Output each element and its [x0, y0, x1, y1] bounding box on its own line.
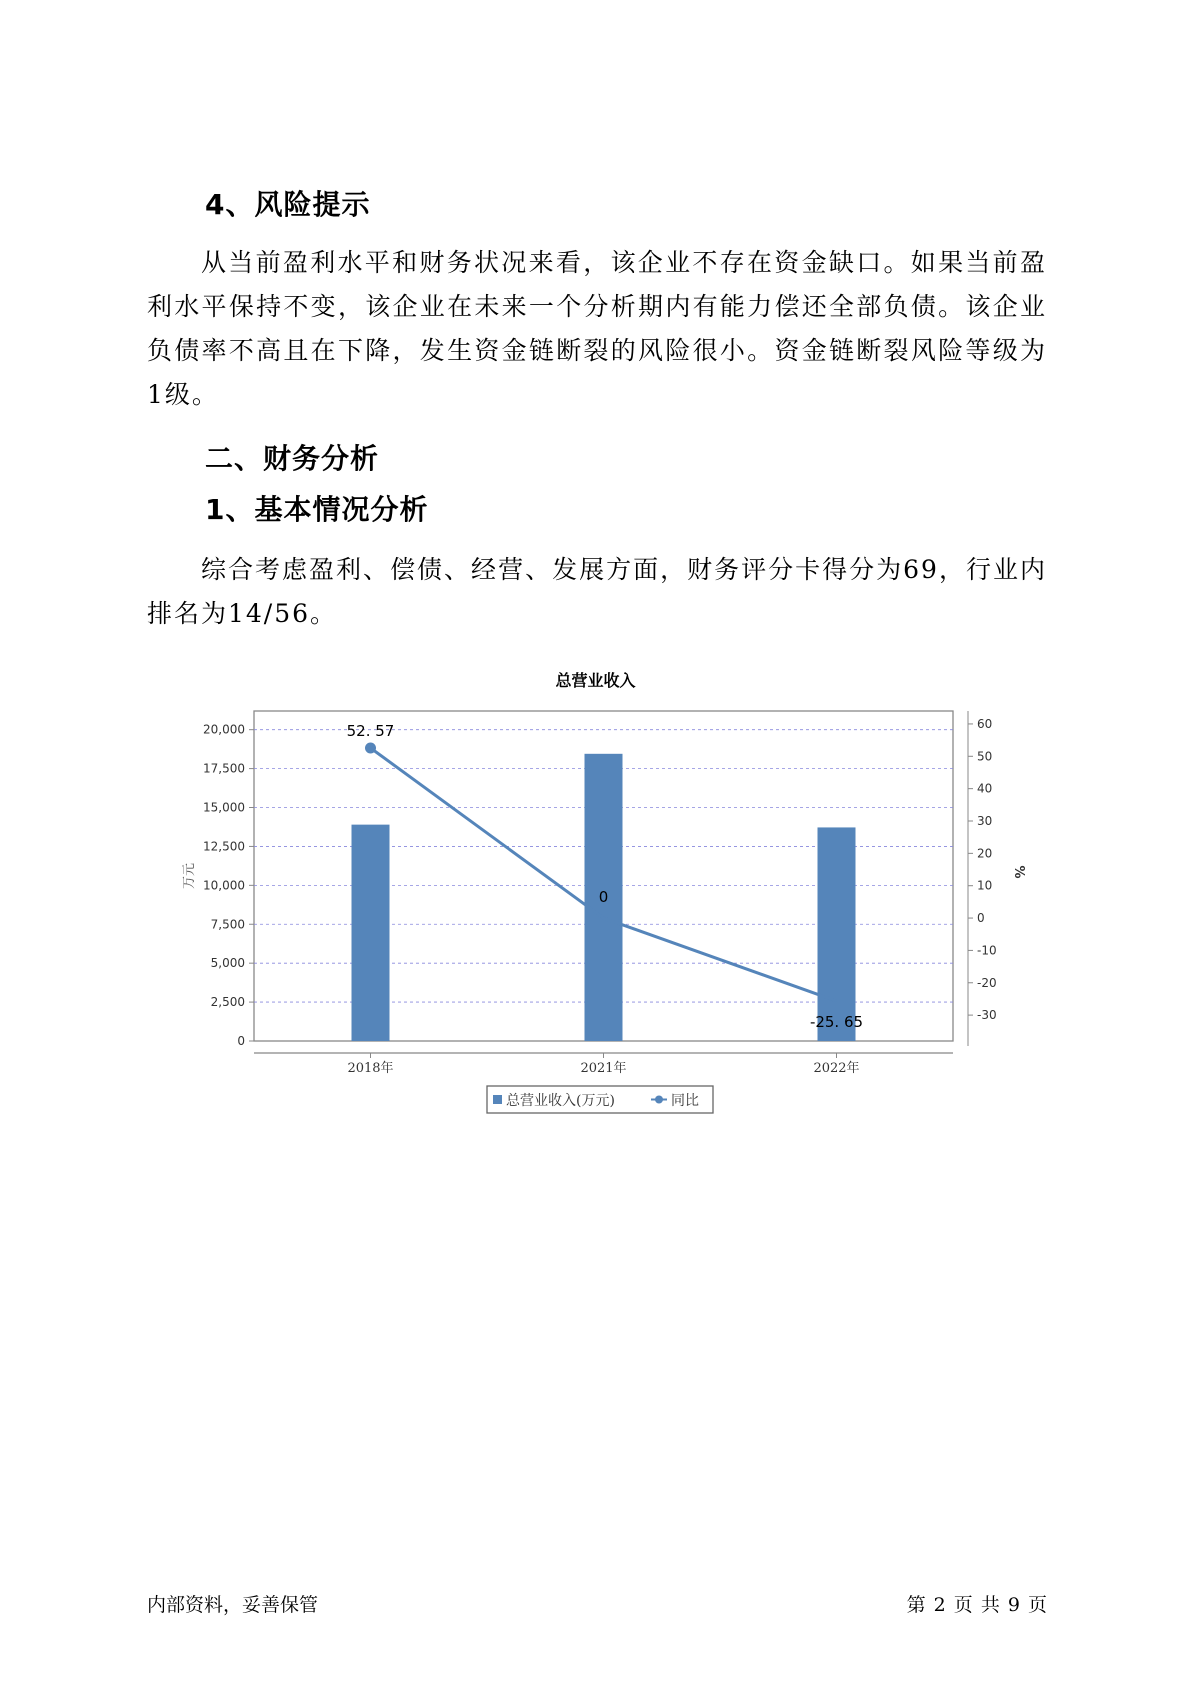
- data-label: 0: [598, 888, 609, 907]
- y2-axis-label: %: [1011, 865, 1026, 879]
- bar-0: [352, 825, 390, 1041]
- paragraph-risk: 从当前盈利水平和财务状况来看，该企业不存在资金缺口。如果当前盈利水平保持不变，该企业在未来一个分析期内有能力偿还全部负债。该企业负债率不高且在下降，发生资金链断裂的风险很小。资金链断裂风险等级为1级。: [147, 248, 1047, 409]
- heading-basic-analysis: 1、基本情况分析: [205, 493, 429, 526]
- y2-tick-label: 0: [977, 911, 985, 926]
- y-tick-label: 5,000: [210, 956, 245, 971]
- y2-tick-label: 20: [977, 846, 993, 861]
- legend-label-line: 同比: [671, 1093, 699, 1109]
- heading-financial-analysis: 二、财务分析: [205, 442, 380, 475]
- y2-tick-label: 10: [977, 878, 993, 893]
- y-axis-label: 万元: [182, 862, 197, 890]
- x-tick-label: 2018年: [347, 1061, 394, 1076]
- heading-risk: 4、风险提示: [205, 188, 371, 221]
- y-tick-label: 17,500: [203, 761, 245, 776]
- y-tick-label: 15,000: [203, 800, 245, 815]
- y2-tick-label: 50: [977, 749, 993, 764]
- y2-tick-label: 30: [977, 814, 993, 828]
- y-tick-label: 20,000: [203, 722, 245, 737]
- paragraph-basic: 综合考虑盈利、偿债、经营、发展方面，财务评分卡得分为69，行业内排名为14/56。: [147, 555, 1047, 628]
- yoy-point: [365, 742, 376, 753]
- y2-tick-label: -10: [977, 943, 997, 958]
- bar-2: [818, 827, 856, 1041]
- y-tick-label: 12,500: [203, 839, 245, 854]
- footer-note: 内部资料，妥善保管: [147, 1594, 319, 1616]
- y2-tick-label: -30: [977, 1008, 997, 1023]
- y-tick-label: 10,000: [203, 878, 245, 893]
- x-tick-label: 2021年: [580, 1061, 627, 1076]
- y2-tick-label: 40: [977, 781, 993, 796]
- y-tick-label: 2,500: [210, 995, 245, 1010]
- y-tick-label: 7,500: [210, 917, 245, 932]
- y2-tick-label: 60: [977, 716, 993, 731]
- y-tick-label: 0: [237, 1034, 245, 1048]
- legend-swatch-marker: [655, 1096, 663, 1104]
- page-number: 第 2 页 共 9 页: [906, 1594, 1048, 1616]
- legend-label-bar: 总营业收入(万元): [506, 1093, 615, 1109]
- chart-title: 总营业收入: [555, 671, 636, 690]
- x-tick-label: 2022年: [813, 1061, 860, 1076]
- legend-swatch-bar: [493, 1095, 502, 1104]
- data-label: -25. 65: [809, 1013, 864, 1032]
- data-label: 52. 57: [346, 721, 395, 740]
- y2-tick-label: -20: [977, 975, 997, 990]
